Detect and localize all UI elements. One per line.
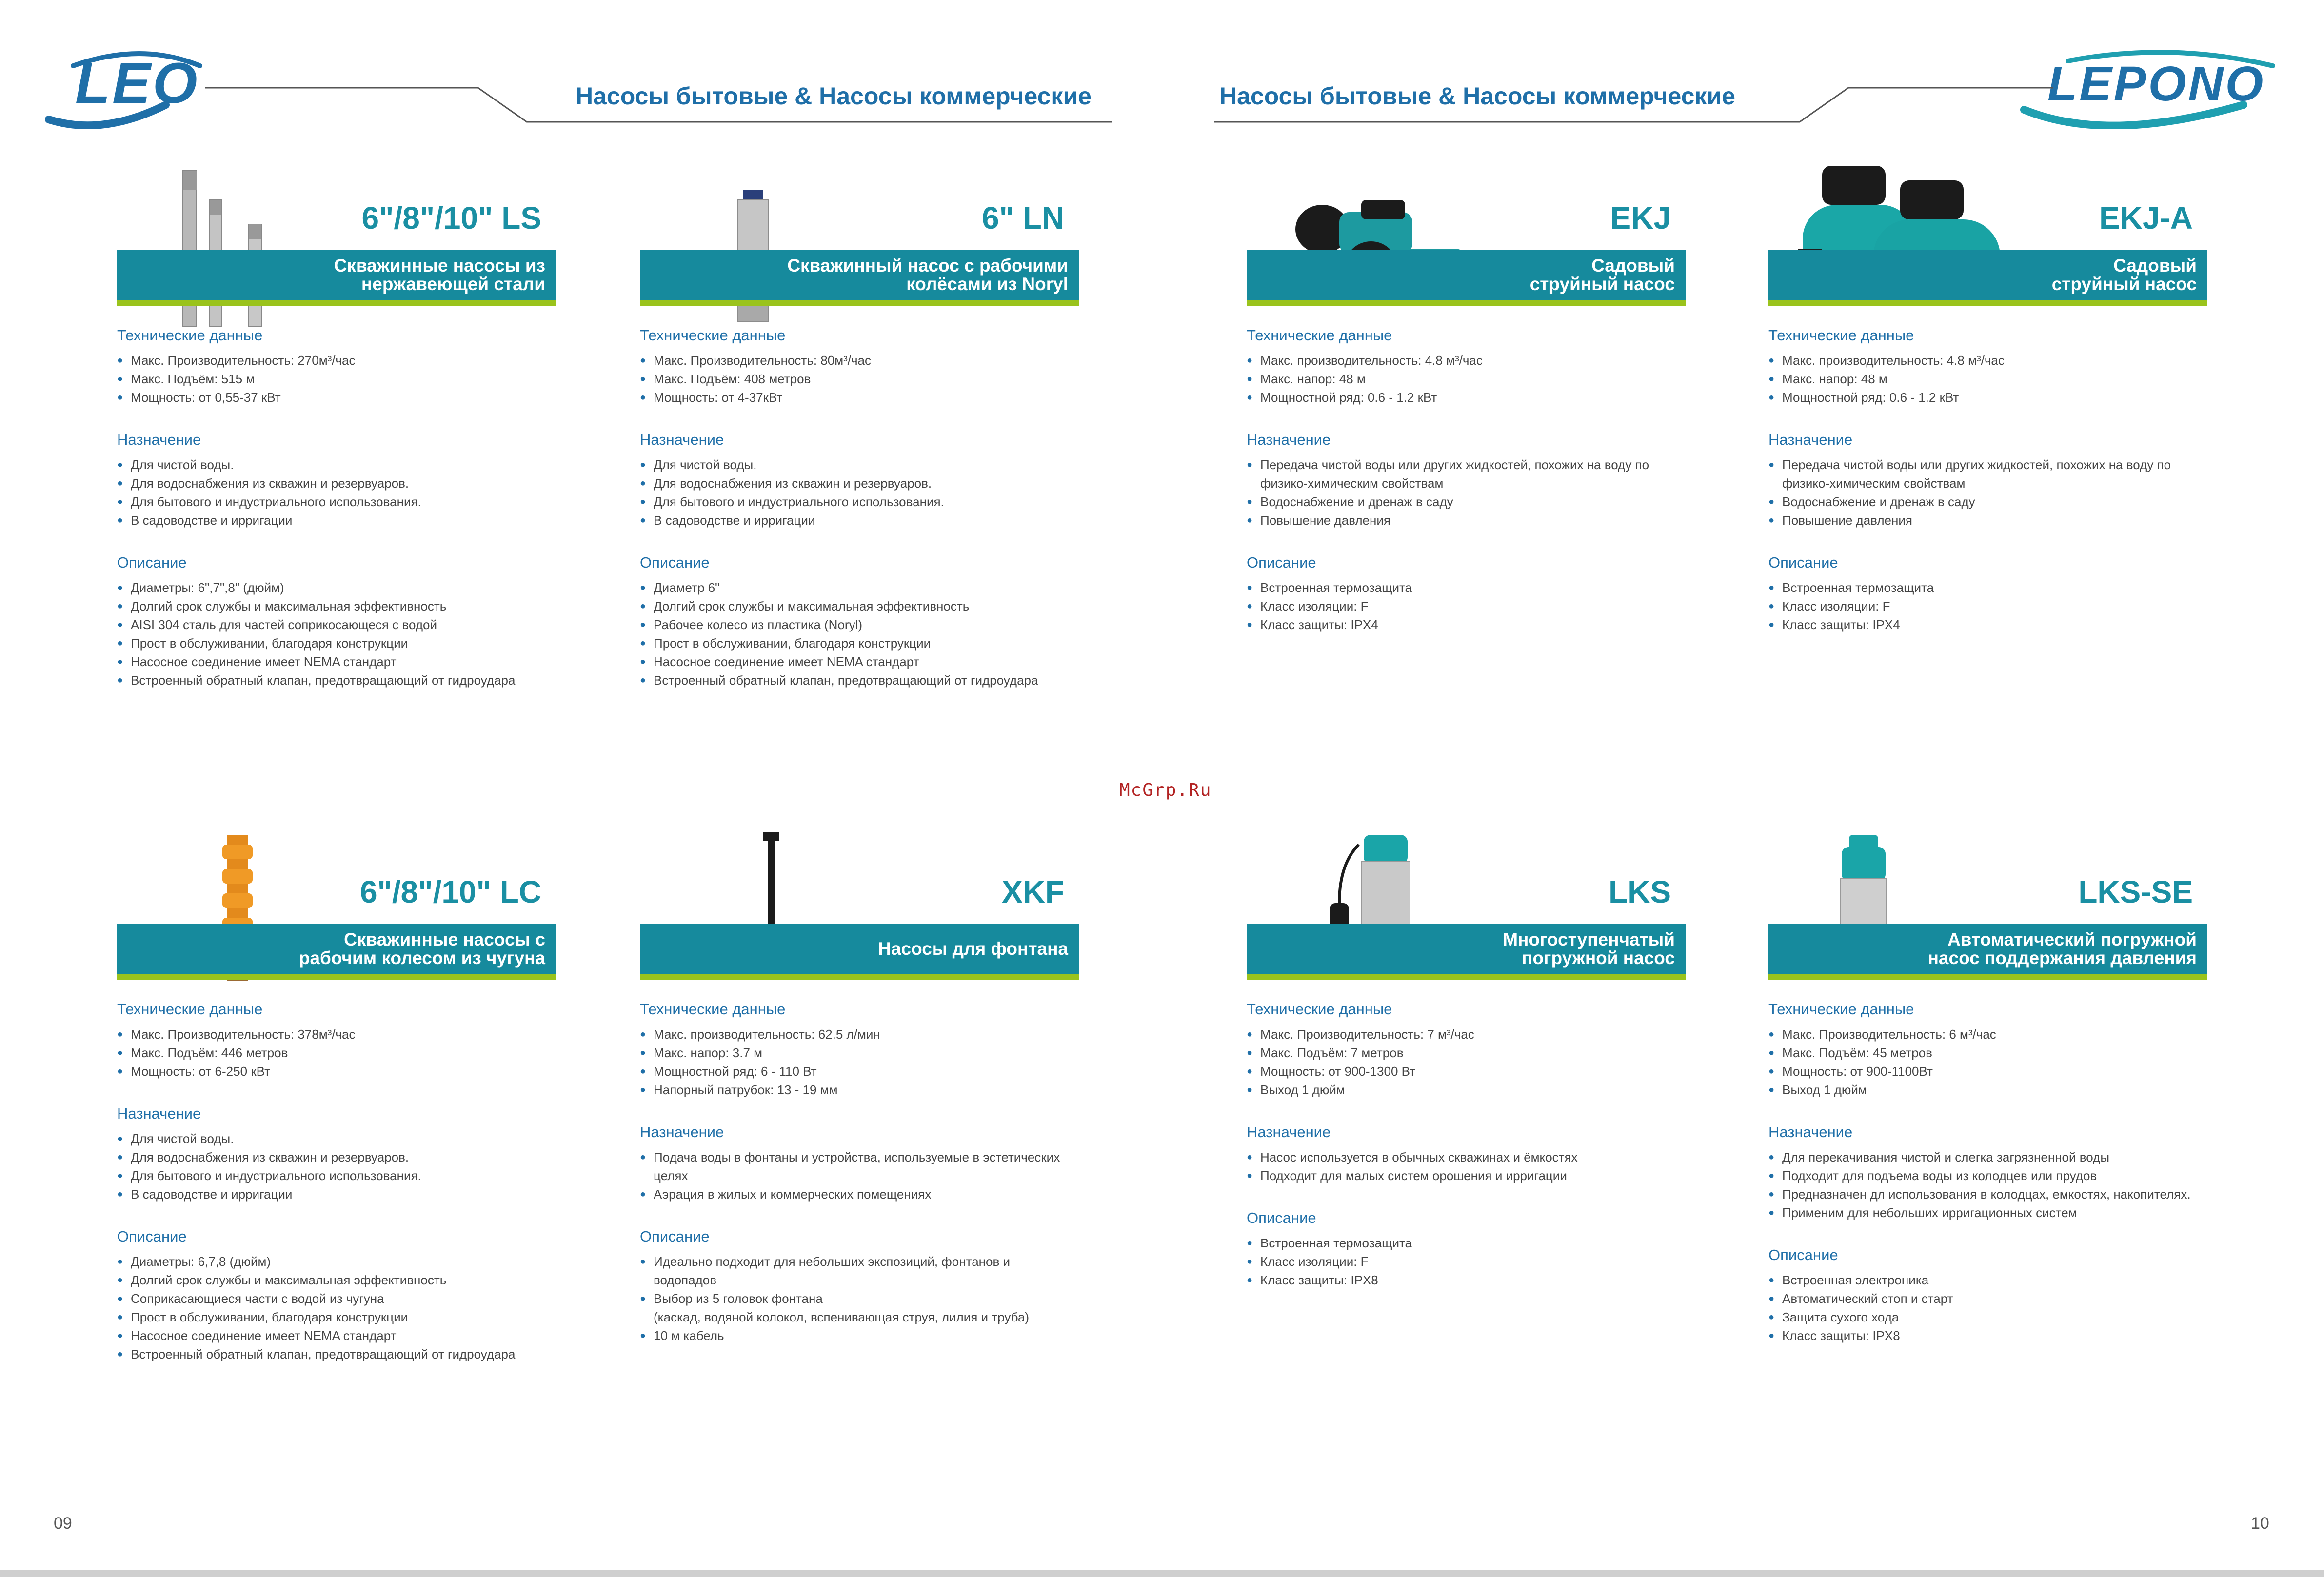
description-item: ● Класс защиты: IPX4 <box>1247 615 1686 634</box>
section-title: Технические данные <box>117 327 263 344</box>
product-card-lks <box>1247 806 1686 1342</box>
product-card-lks-se <box>1768 806 2207 1342</box>
spec-item: ● Макс. напор: 48 м <box>1247 370 1686 388</box>
product-card-ln <box>640 132 1079 688</box>
spec-item: ● Мощностной ряд: 0.6 - 1.2 кВт <box>1768 388 2207 407</box>
section-title: Технические данные <box>1247 1001 1392 1018</box>
product-card-ls <box>117 132 556 688</box>
spec-item: ● Макс. Подъём: 7 метров <box>1247 1044 1686 1062</box>
spec-item: ● Макс. производительность: 4.8 м³/час <box>1247 351 1686 370</box>
description-item: ● Прост в обслуживании, благодаря конструкции <box>640 634 1079 652</box>
watermark-link[interactable]: McGrp.Ru <box>1119 780 1212 800</box>
model-title: LKS <box>1609 874 1671 909</box>
leo-logo <box>44 46 205 129</box>
spec-item: ● Мощность: от 4-37кВт <box>640 388 1079 407</box>
banner-text: Садовый струйный насос <box>1529 256 1675 294</box>
spec-item: ● Макс. напор: 48 м <box>1768 370 2207 388</box>
section-title: Технические данные <box>1247 327 1392 344</box>
section-title: Технические данные <box>1768 1001 1914 1018</box>
description-item: ● Диаметры: 6",7",8" (дюйм) <box>117 578 556 597</box>
purpose-item: ● В садоводстве и ирригации <box>117 1185 556 1203</box>
description-item: ● Соприкасающиеся части с водой из чугуна <box>117 1289 556 1308</box>
section-title: Описание <box>640 554 710 571</box>
description-item: ● Встроенный обратный клапан, предотвращающий от гидроудара <box>640 671 1079 690</box>
product-banner <box>1247 250 1686 306</box>
banner-text: Скважинный насос с рабочими колёсами из Noryl <box>787 256 1068 294</box>
model-title: 6"/8"/10" LS <box>361 200 541 236</box>
spec-item: ● Мощностной ряд: 0.6 - 1.2 кВт <box>1247 388 1686 407</box>
description-item: ● Класс изоляции: F <box>1247 1252 1686 1271</box>
banner-text: Садовый струйный насос <box>2051 256 2197 294</box>
description-item: ● Выбор из 5 головок фонтана (каскад, водяной колокол, вспенивающая струя, лилия и труба) <box>640 1289 1079 1326</box>
model-title: XKF <box>1002 874 1064 909</box>
product-banner <box>1768 924 2207 980</box>
purpose-item: ● Для водоснабжения из скважин и резервуаров. <box>117 1148 556 1166</box>
purpose-item: ● Повышение давления <box>1247 511 1686 530</box>
spec-item: ● Макс. Подъём: 446 метров <box>117 1044 556 1062</box>
section-title: Технические данные <box>1768 327 1914 344</box>
description-item: ● Насосное соединение имеет NEMA стандарт <box>117 652 556 671</box>
product-banner <box>640 250 1079 306</box>
spec-item: ● Макс. производительность: 62.5 л/мин <box>640 1025 1079 1044</box>
description-item: ● Класс защиты: IPX4 <box>1768 615 2207 634</box>
product-banner <box>640 924 1079 980</box>
spec-item: ● Выход 1 дюйм <box>1247 1081 1686 1099</box>
description-item: ● Встроенная термозащита <box>1768 578 2207 597</box>
section-title: Технические данные <box>640 1001 786 1018</box>
section-title: Описание <box>640 1228 710 1245</box>
page-number-right: 10 <box>2251 1514 2269 1533</box>
lepono-logo-text: LEPONO <box>2047 57 2265 111</box>
purpose-item: ● Подходит для подъема воды из колодцев или прудов <box>1768 1166 2207 1185</box>
model-title: 6"/8"/10" LC <box>359 874 541 909</box>
spec-item: ● Макс. Производительность: 80м³/час <box>640 351 1079 370</box>
description-item: ● Насосное соединение имеет NEMA стандарт <box>640 652 1079 671</box>
section-title: Описание <box>1768 1246 1838 1263</box>
purpose-item: ● Передача чистой воды или других жидкостей, похожих на воду по физико-химическим свойствам <box>1768 455 2207 493</box>
purpose-item: ● Для перекачивания чистой и слегка загрязненной воды <box>1768 1148 2207 1166</box>
purpose-item: ● Подача воды в фонтаны и устройства, используемые в эстетических целях <box>640 1148 1079 1185</box>
section-title: Описание <box>1247 554 1316 571</box>
purpose-item: ● Для водоснабжения из скважин и резервуаров. <box>117 474 556 493</box>
section-title: Назначение <box>117 1105 201 1122</box>
model-title: 6" LN <box>981 200 1064 236</box>
purpose-item: ● Для чистой воды. <box>117 455 556 474</box>
description-item: ● AISI 304 сталь для частей соприкосающеся с водой <box>117 615 556 634</box>
section-title: Технические данные <box>117 1001 263 1018</box>
product-banner <box>117 924 556 980</box>
description-item: ● 10 м кабель <box>640 1326 1079 1345</box>
spec-item: ● Макс. Подъём: 408 метров <box>640 370 1079 388</box>
spec-item: ● Макс. Производительность: 378м³/час <box>117 1025 556 1044</box>
description-item: ● Класс защиты: IPX8 <box>1247 1271 1686 1289</box>
product-card-ekj <box>1247 132 1686 668</box>
spec-item: ● Мощность: от 0,55-37 кВт <box>117 388 556 407</box>
description-item: ● Класс изоляции: F <box>1768 597 2207 615</box>
spec-item: ● Макс. Производительность: 270м³/час <box>117 351 556 370</box>
product-banner <box>1247 924 1686 980</box>
spec-item: ● Напорный патрубок: 13 - 19 мм <box>640 1081 1079 1099</box>
description-item: ● Встроенная электроника <box>1768 1271 2207 1289</box>
spec-item: ● Мощность: от 900-1100Вт <box>1768 1062 2207 1081</box>
description-item: ● Насосное соединение имеет NEMA стандарт <box>117 1326 556 1345</box>
purpose-item: ● Для бытового и индустриального использования. <box>117 493 556 511</box>
spec-item: ● Макс. производительность: 4.8 м³/час <box>1768 351 2207 370</box>
purpose-item: ● Водоснабжение и дренаж в саду <box>1768 493 2207 511</box>
section-title: Назначение <box>1247 431 1331 448</box>
page-heading-left: Насосы бытовые & Насосы коммерческие <box>576 82 1092 110</box>
description-item: ● Прост в обслуживании, благодаря конструкции <box>117 634 556 652</box>
spec-item: ● Выход 1 дюйм <box>1768 1081 2207 1099</box>
description-item: ● Защита сухого хода <box>1768 1308 2207 1326</box>
purpose-item: ● В садоводстве и ирригации <box>117 511 556 530</box>
spec-item: ● Макс. Производительность: 6 м³/час <box>1768 1025 2207 1044</box>
spec-item: ● Макс. Подъём: 45 метров <box>1768 1044 2207 1062</box>
purpose-item: ● Повышение давления <box>1768 511 2207 530</box>
purpose-item: ● Для бытового и индустриального использования. <box>640 493 1079 511</box>
section-title: Описание <box>117 1228 187 1245</box>
description-item: ● Идеально подходит для небольших экспозиций, фонтанов и водопадов <box>640 1252 1079 1289</box>
section-title: Описание <box>117 554 187 571</box>
section-title: Назначение <box>1768 431 1853 448</box>
section-title: Назначение <box>1768 1124 1853 1141</box>
spec-item: ● Макс. Подъём: 515 м <box>117 370 556 388</box>
description-item: ● Встроенный обратный клапан, предотвращающий от гидроудара <box>117 1345 556 1363</box>
section-title: Назначение <box>117 431 201 448</box>
banner-text: Автоматический погружной насос поддержания давления <box>1927 929 2197 968</box>
banner-text: Многоступенчатый погружной насос <box>1503 929 1675 968</box>
section-title: Назначение <box>640 431 724 448</box>
spec-item: ● Макс. Производительность: 7 м³/час <box>1247 1025 1686 1044</box>
purpose-item: ● В садоводстве и ирригации <box>640 511 1079 530</box>
purpose-item: ● Для чистой воды. <box>640 455 1079 474</box>
description-item: ● Встроенная термозащита <box>1247 1234 1686 1252</box>
model-title: LKS-SE <box>2078 874 2193 909</box>
section-title: Описание <box>1247 1209 1316 1226</box>
bottom-scrollbar <box>0 1570 2324 1577</box>
description-item: ● Диаметры: 6,7,8 (дюйм) <box>117 1252 556 1271</box>
purpose-item: ● Аэрация в жилых и коммерческих помещениях <box>640 1185 1079 1203</box>
description-item: ● Прост в обслуживании, благодаря конструкции <box>117 1308 556 1326</box>
description-item: ● Долгий срок службы и максимальная эффективность <box>117 597 556 615</box>
section-title: Технические данные <box>640 327 786 344</box>
purpose-item: ● Предназначен дл использования в колодцах, емкостях, накопителях. <box>1768 1185 2207 1203</box>
model-title: EKJ <box>1610 200 1671 236</box>
page-heading-right: Насосы бытовые & Насосы коммерческие <box>1219 82 1735 110</box>
purpose-item: ● Для чистой воды. <box>117 1129 556 1148</box>
leo-logo-text: LEO <box>75 51 199 116</box>
purpose-item: ● Водоснабжение и дренаж в саду <box>1247 493 1686 511</box>
spec-item: ● Мощность: от 6-250 кВт <box>117 1062 556 1081</box>
description-item: ● Долгий срок службы и максимальная эффективность <box>640 597 1079 615</box>
description-item: ● Встроенная термозащита <box>1247 578 1686 597</box>
purpose-item: ● Передача чистой воды или других жидкостей, похожих на воду по физико-химическим свойствам <box>1247 455 1686 493</box>
product-card-xkf <box>640 806 1079 1342</box>
section-title: Назначение <box>640 1124 724 1141</box>
purpose-item: ● Подходит для малых систем орошения и ирригации <box>1247 1166 1686 1185</box>
model-title: EKJ-A <box>2099 200 2193 236</box>
description-item: ● Рабочее колесо из пластика (Noryl) <box>640 615 1079 634</box>
section-title: Описание <box>1768 554 1838 571</box>
description-item: ● Класс изоляции: F <box>1247 597 1686 615</box>
purpose-item: ● Применим для небольших ирригационных систем <box>1768 1203 2207 1222</box>
product-banner <box>1768 250 2207 306</box>
description-item: ● Автоматический стоп и старт <box>1768 1289 2207 1308</box>
description-item: ● Класс защиты: IPX8 <box>1768 1326 2207 1345</box>
spec-item: ● Мощность: от 900-1300 Вт <box>1247 1062 1686 1081</box>
product-banner <box>117 250 556 306</box>
purpose-item: ● Для водоснабжения из скважин и резервуаров. <box>640 474 1079 493</box>
description-item: ● Встроенный обратный клапан, предотвращающий от гидроудара <box>117 671 556 690</box>
description-item: ● Диаметр 6" <box>640 578 1079 597</box>
description-item: ● Долгий срок службы и максимальная эффективность <box>117 1271 556 1289</box>
section-title: Назначение <box>1247 1124 1331 1141</box>
banner-text: Скважинные насосы с рабочим колесом из чугуна <box>298 929 545 968</box>
banner-text: Насосы для фонтана <box>878 939 1068 959</box>
spec-item: ● Макс. напор: 3.7 м <box>640 1044 1079 1062</box>
product-card-ekj-a <box>1768 132 2207 668</box>
purpose-item: ● Для бытового и индустриального использования. <box>117 1166 556 1185</box>
banner-text: Скважинные насосы из нержавеющей стали <box>334 256 545 294</box>
spec-item: ● Мощностной ряд: 6 - 110 Вт <box>640 1062 1079 1081</box>
product-card-lc <box>117 806 556 1361</box>
page-number-left: 09 <box>54 1514 72 1533</box>
purpose-item: ● Насос используется в обычных скважинах и ёмкостях <box>1247 1148 1686 1166</box>
